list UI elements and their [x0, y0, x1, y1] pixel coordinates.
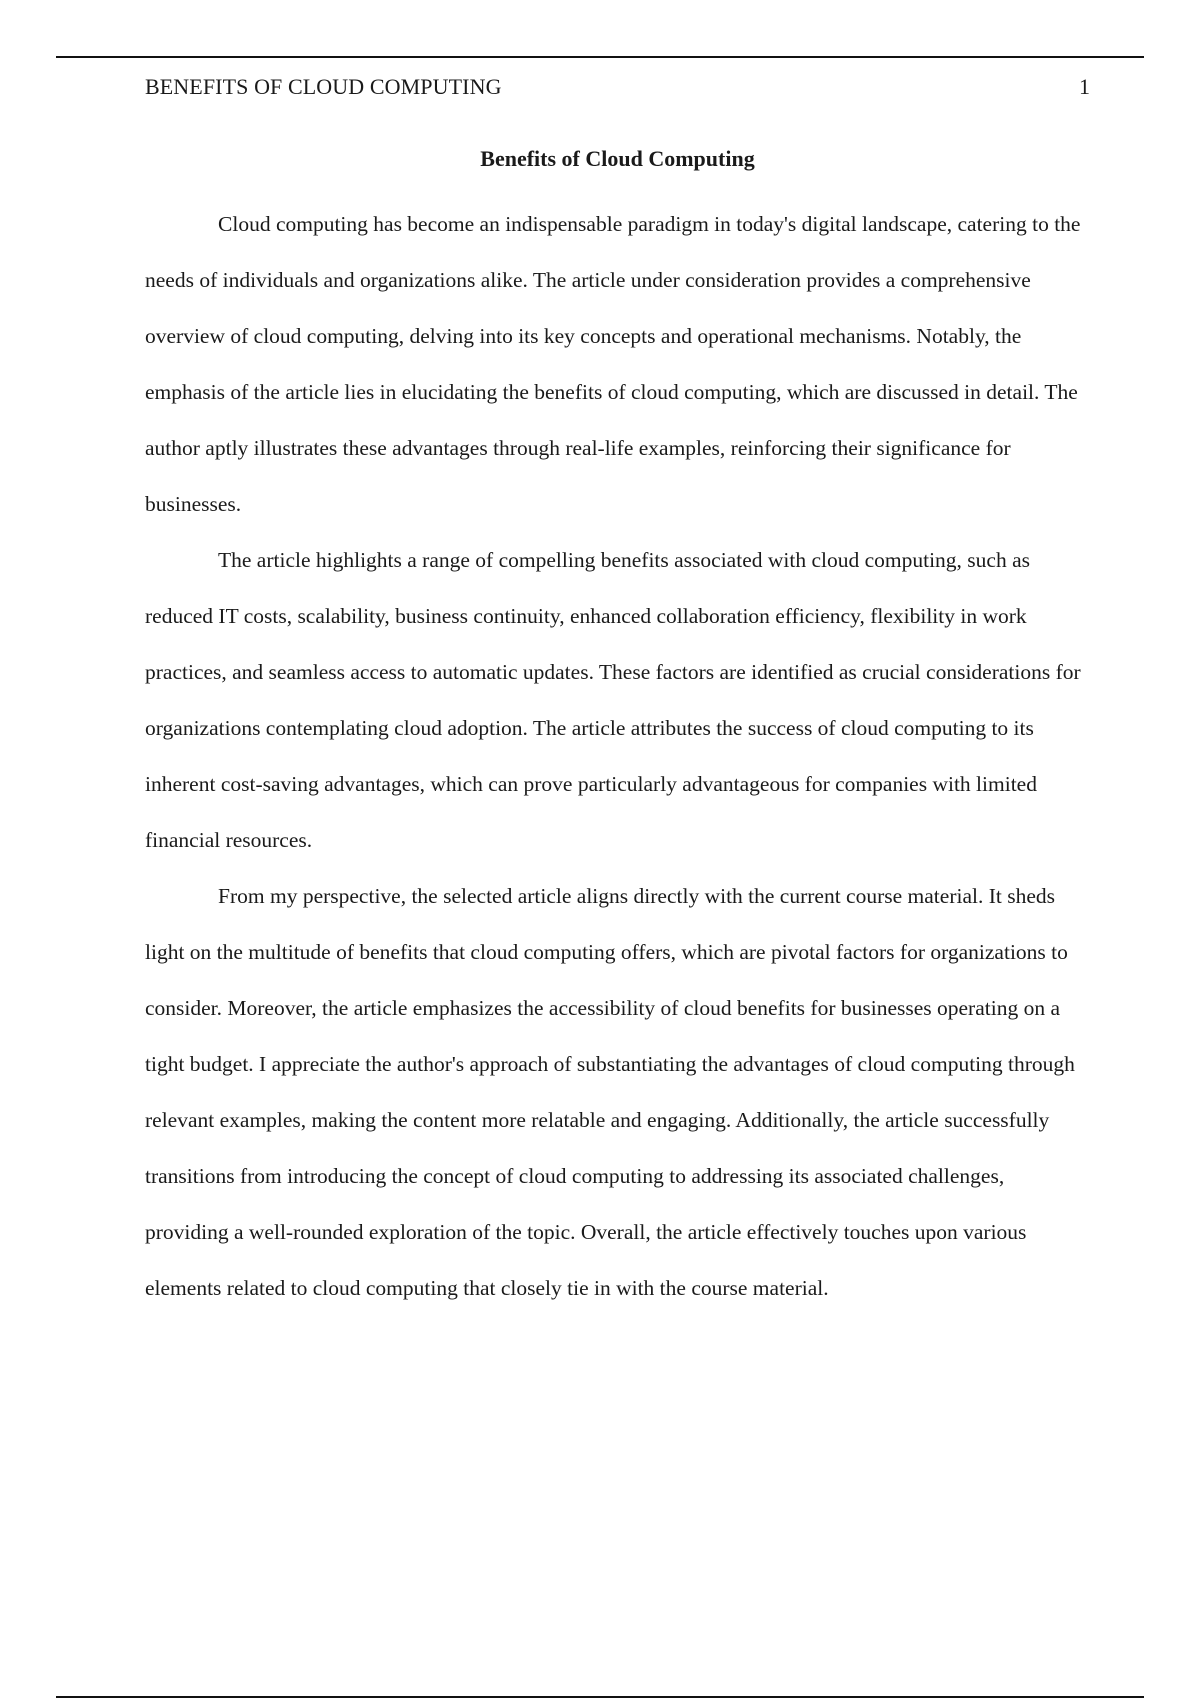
- bottom-divider: [56, 1696, 1144, 1698]
- document-body: [145, 196, 1090, 1316]
- paragraph-3: From my perspective, the selected article aligns directly with the current course material. It sheds light on the multitude of benefits that cloud computing offers, which are pivotal factors for organizations to consider. Moreover, the article emphasizes the accessibility of cloud benefits for businesses operating on a tight budget. I appreciate the author's approach of substantiating the advantages of cloud computing through relevant examples, making the content more relatable and engaging. Additionally, the article successfully transitions from introducing the concept of cloud computing to addressing its associated challenges, providing a well-rounded exploration of the topic. Overall, the article effectively touches upon various elements related to cloud computing that closely tie in with the course material.: [145, 884, 1075, 1300]
- paragraph-1: Cloud computing has become an indispensable paradigm in today's digital landscape, catering to the needs of individuals and organizations alike. The article under consideration provides a comprehensive overview of cloud computing, delving into its key concepts and operational mechanisms. Notably, the emphasis of the article lies in elucidating the benefits of cloud computing, which are discussed in detail. The author aptly illustrates these advantages through real-life examples, reinforcing their significance for businesses.: [145, 212, 1081, 516]
- document-title: Benefits of Cloud Computing: [480, 146, 755, 171]
- page-number: 1: [1079, 74, 1090, 99]
- paragraph-2: The article highlights a range of compelling benefits associated with cloud computing, such as reduced IT costs, scalability, business continuity, enhanced collaboration efficiency, flexibility in work practices, and seamless access to automatic updates. These factors are identified as crucial considerations for organizations contemplating cloud adoption. The article attributes the success of cloud computing to its inherent cost-saving advantages, which can prove particularly advantageous for companies with limited financial resources.: [145, 548, 1081, 852]
- top-divider: [56, 56, 1144, 58]
- running-head: BENEFITS OF CLOUD COMPUTING: [145, 74, 502, 99]
